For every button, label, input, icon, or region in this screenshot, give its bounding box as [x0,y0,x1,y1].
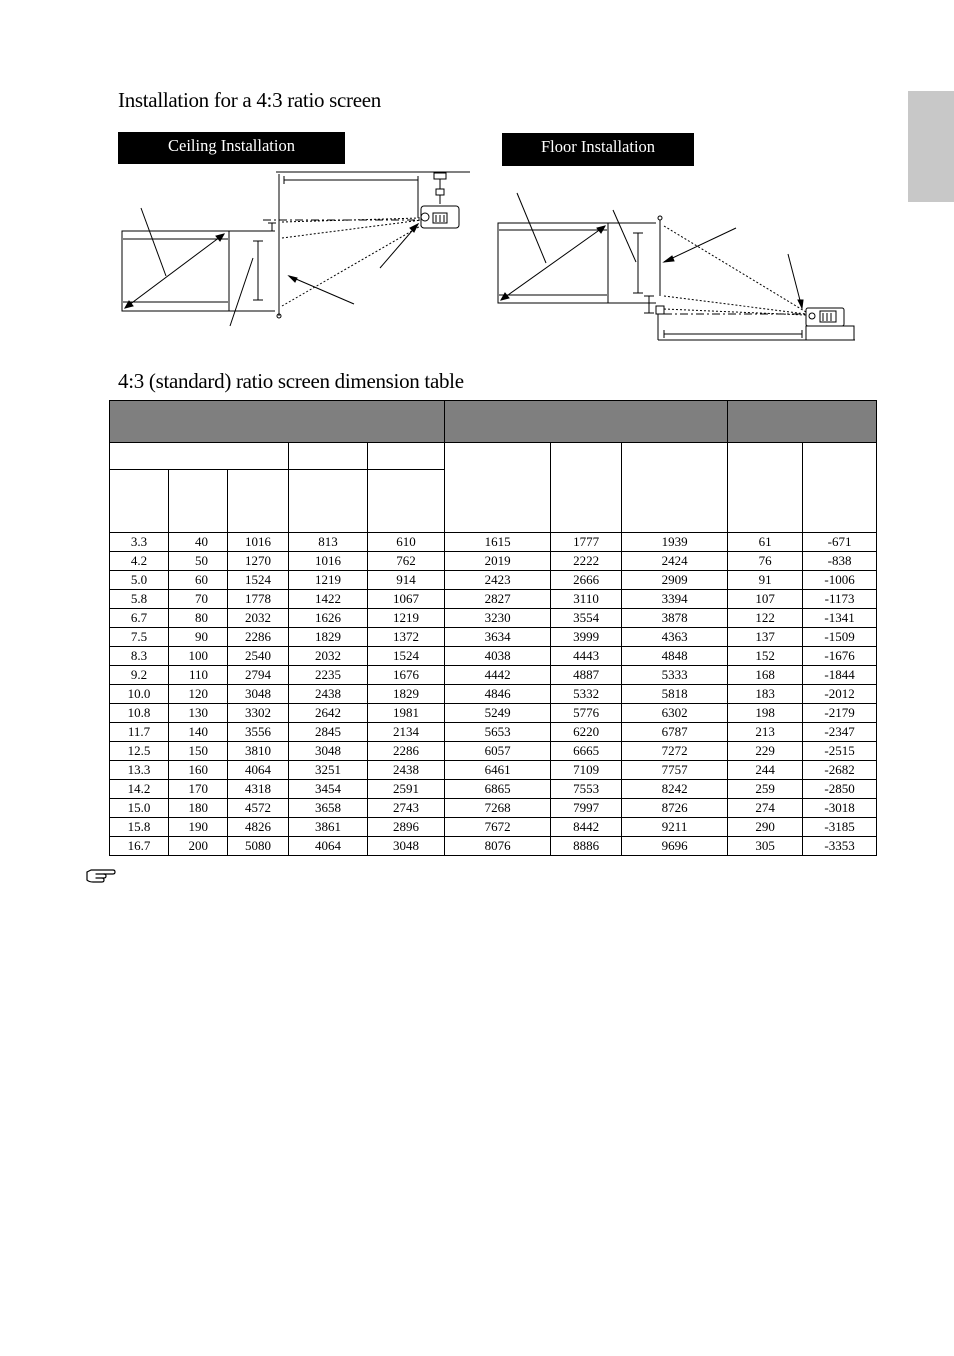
cell-diag-in: 130 [169,704,228,723]
table-row [110,818,877,837]
cell-min-dist: 6865 [445,780,551,799]
cell-height-mm: 2134 [368,723,445,742]
cell-min-dist: 6461 [445,761,551,780]
table-row [110,533,877,552]
cell-diag-in: 170 [169,780,228,799]
cell-width-mm: 2642 [289,704,368,723]
cell-diag-feet: 4.2 [110,552,169,571]
cell-width-mm: 1422 [289,590,368,609]
cell-diag-feet: 10.8 [110,704,169,723]
cell-min-dist: 5249 [445,704,551,723]
cell-avg-dist: 6220 [551,723,622,742]
table-body [110,533,877,856]
cell-vert-offset: 61 [728,533,803,552]
cell-diag-feet: 9.2 [110,666,169,685]
cell-offset: -2515 [803,742,877,761]
cell-diag-in: 180 [169,799,228,818]
cell-width-mm: 1016 [289,552,368,571]
cell-vert-offset: 137 [728,628,803,647]
floor-installation-diagram [495,185,860,345]
header-screen-dimensions [110,401,445,443]
cell-max-dist: 8726 [622,799,728,818]
cell-diag-mm: 2540 [228,647,289,666]
cell-vert-offset: 122 [728,609,803,628]
cell-max-dist: 7757 [622,761,728,780]
cell-diag-mm: 4318 [228,780,289,799]
cell-height-mm: 1219 [368,609,445,628]
table-header-group-row [110,401,877,443]
cell-vert-offset: 152 [728,647,803,666]
cell-height-mm: 2743 [368,799,445,818]
header-unit-mm [228,470,289,533]
cell-diag-feet: 16.7 [110,837,169,856]
cell-vert-offset: 305 [728,837,803,856]
cell-diag-mm: 1524 [228,571,289,590]
cell-avg-dist: 5332 [551,685,622,704]
cell-diag-mm: 5080 [228,837,289,856]
cell-vert-offset: 76 [728,552,803,571]
cell-height-mm: 1981 [368,704,445,723]
cell-height-mm: 2591 [368,780,445,799]
cell-min-dist: 7268 [445,799,551,818]
cell-width-mm: 1829 [289,628,368,647]
cell-diag-in: 90 [169,628,228,647]
cell-vert-offset: 259 [728,780,803,799]
cell-diag-mm: 3810 [228,742,289,761]
cell-avg-dist: 7109 [551,761,622,780]
table-row [110,552,877,571]
cell-vert-offset: 183 [728,685,803,704]
cell-min-dist: 7672 [445,818,551,837]
table-row [110,571,877,590]
cell-min-dist: 2019 [445,552,551,571]
cell-diag-feet: 5.8 [110,590,169,609]
cell-height-mm: 2438 [368,761,445,780]
header-height-mm [368,470,445,533]
cell-min-dist: 4442 [445,666,551,685]
cell-height-mm: 762 [368,552,445,571]
ceiling-installation-label: Ceiling Installation [118,132,345,164]
cell-vert-offset: 229 [728,742,803,761]
cell-diag-feet: 11.7 [110,723,169,742]
table-row [110,590,877,609]
table-row [110,780,877,799]
cell-max-dist: 9211 [622,818,728,837]
cell-offset: -838 [803,552,877,571]
cell-avg-dist: 4443 [551,647,622,666]
side-tab [908,91,954,202]
cell-offset: -2012 [803,685,877,704]
header-offset-value [803,443,877,533]
cell-max-dist: 2909 [622,571,728,590]
cell-width-mm: 3251 [289,761,368,780]
cell-avg-dist: 7553 [551,780,622,799]
cell-avg-dist: 5776 [551,704,622,723]
cell-offset: -3353 [803,837,877,856]
cell-diag-feet: 15.0 [110,799,169,818]
cell-max-dist: 7272 [622,742,728,761]
cell-diag-mm: 4572 [228,799,289,818]
cell-min-dist: 5653 [445,723,551,742]
cell-vert-offset: 213 [728,723,803,742]
cell-diag-mm: 2032 [228,609,289,628]
cell-diag-in: 150 [169,742,228,761]
table-row [110,647,877,666]
cell-avg-dist: 4887 [551,666,622,685]
table-row [110,609,877,628]
cell-avg-dist: 2222 [551,552,622,571]
cell-avg-dist: 1777 [551,533,622,552]
cell-max-dist: 5333 [622,666,728,685]
cell-min-dist: 2423 [445,571,551,590]
table-row [110,742,877,761]
cell-diag-in: 100 [169,647,228,666]
cell-width-mm: 1626 [289,609,368,628]
cell-offset: -3185 [803,818,877,837]
cell-vert-offset: 274 [728,799,803,818]
cell-min-dist: 1615 [445,533,551,552]
cell-max-dist: 4363 [622,628,728,647]
cell-width-mm: 1219 [289,571,368,590]
header-vertical-offset [728,443,803,533]
cell-min-dist: 4846 [445,685,551,704]
cell-min-dist: 8076 [445,837,551,856]
cell-diag-feet: 5.0 [110,571,169,590]
cell-width-mm: 3048 [289,742,368,761]
table-row [110,799,877,818]
cell-vert-offset: 198 [728,704,803,723]
cell-min-dist: 6057 [445,742,551,761]
cell-diag-mm: 4064 [228,761,289,780]
cell-vert-offset: 244 [728,761,803,780]
header-average-distance [551,443,622,533]
cell-offset: -2682 [803,761,877,780]
cell-diag-mm: 3048 [228,685,289,704]
cell-diag-feet: 10.0 [110,685,169,704]
header-width [289,443,368,470]
cell-height-mm: 2286 [368,742,445,761]
cell-offset: -1341 [803,609,877,628]
cell-offset: -2179 [803,704,877,723]
cell-diag-in: 200 [169,837,228,856]
cell-max-dist: 3394 [622,590,728,609]
table-row [110,628,877,647]
table-row [110,837,877,856]
cell-width-mm: 3454 [289,780,368,799]
cell-height-mm: 1067 [368,590,445,609]
cell-width-mm: 2845 [289,723,368,742]
cell-diag-feet: 13.3 [110,761,169,780]
cell-diag-in: 110 [169,666,228,685]
cell-width-mm: 4064 [289,837,368,856]
cell-height-mm: 2896 [368,818,445,837]
cell-width-mm: 2438 [289,685,368,704]
cell-diag-in: 60 [169,571,228,590]
section-title-installation: Installation for a 4:3 ratio screen [118,88,381,112]
cell-diag-mm: 4826 [228,818,289,837]
cell-vert-offset: 168 [728,666,803,685]
header-lens-offset [728,401,877,443]
cell-avg-dist: 8442 [551,818,622,837]
cell-avg-dist: 3999 [551,628,622,647]
cell-vert-offset: 91 [728,571,803,590]
cell-avg-dist: 8886 [551,837,622,856]
header-min-distance [445,443,551,533]
cell-avg-dist: 3110 [551,590,622,609]
cell-max-dist: 2424 [622,552,728,571]
cell-diag-feet: 7.5 [110,628,169,647]
cell-diag-in: 80 [169,609,228,628]
cell-diag-feet: 14.2 [110,780,169,799]
table-row [110,704,877,723]
pointing-hand-note-icon [85,866,117,886]
header-diagonal [110,443,289,470]
table-row [110,761,877,780]
table-row [110,685,877,704]
cell-width-mm: 3658 [289,799,368,818]
cell-max-dist: 8242 [622,780,728,799]
cell-diag-feet: 8.3 [110,647,169,666]
header-unit-inches [169,470,228,533]
cell-height-mm: 3048 [368,837,445,856]
cell-max-dist: 3878 [622,609,728,628]
cell-width-mm: 813 [289,533,368,552]
floor-installation-label: Floor Installation [502,133,694,166]
cell-max-dist: 6302 [622,704,728,723]
cell-min-dist: 3634 [445,628,551,647]
cell-offset: -1173 [803,590,877,609]
cell-max-dist: 4848 [622,647,728,666]
cell-diag-mm: 3556 [228,723,289,742]
header-width-mm [289,470,368,533]
cell-offset: -1676 [803,647,877,666]
cell-width-mm: 2235 [289,666,368,685]
cell-offset: -2347 [803,723,877,742]
cell-diag-mm: 1270 [228,552,289,571]
cell-offset: -671 [803,533,877,552]
cell-offset: -1844 [803,666,877,685]
cell-min-dist: 2827 [445,590,551,609]
ceiling-installation-diagram [115,165,475,330]
cell-offset: -2850 [803,780,877,799]
header-unit-feet [110,470,169,533]
cell-width-mm: 3861 [289,818,368,837]
cell-height-mm: 1524 [368,647,445,666]
cell-diag-in: 50 [169,552,228,571]
cell-diag-mm: 2794 [228,666,289,685]
cell-diag-mm: 2286 [228,628,289,647]
cell-avg-dist: 2666 [551,571,622,590]
cell-height-mm: 1829 [368,685,445,704]
cell-avg-dist: 7997 [551,799,622,818]
cell-diag-in: 190 [169,818,228,837]
cell-diag-mm: 3302 [228,704,289,723]
cell-height-mm: 1676 [368,666,445,685]
cell-height-mm: 1372 [368,628,445,647]
cell-diag-mm: 1778 [228,590,289,609]
section-title-dimension-table: 4:3 (standard) ratio screen dimension table [118,369,464,393]
cell-max-dist: 1939 [622,533,728,552]
cell-width-mm: 2032 [289,647,368,666]
header-height [368,443,445,470]
cell-diag-in: 140 [169,723,228,742]
cell-min-dist: 4038 [445,647,551,666]
cell-offset: -3018 [803,799,877,818]
table-header-sub-row [110,443,877,470]
cell-diag-in: 70 [169,590,228,609]
cell-diag-mm: 1016 [228,533,289,552]
cell-diag-in: 160 [169,761,228,780]
header-projection-distance [445,401,728,443]
cell-min-dist: 3230 [445,609,551,628]
cell-avg-dist: 6665 [551,742,622,761]
cell-offset: -1006 [803,571,877,590]
screen-dimension-table [109,400,877,856]
cell-height-mm: 914 [368,571,445,590]
cell-height-mm: 610 [368,533,445,552]
cell-max-dist: 9696 [622,837,728,856]
header-max-distance [622,443,728,533]
cell-max-dist: 5818 [622,685,728,704]
cell-vert-offset: 290 [728,818,803,837]
cell-max-dist: 6787 [622,723,728,742]
cell-diag-feet: 12.5 [110,742,169,761]
cell-diag-feet: 15.8 [110,818,169,837]
cell-diag-feet: 6.7 [110,609,169,628]
table-row [110,666,877,685]
cell-avg-dist: 3554 [551,609,622,628]
table-row [110,723,877,742]
cell-diag-feet: 3.3 [110,533,169,552]
cell-offset: -1509 [803,628,877,647]
cell-diag-in: 40 [169,533,228,552]
cell-diag-in: 120 [169,685,228,704]
cell-vert-offset: 107 [728,590,803,609]
